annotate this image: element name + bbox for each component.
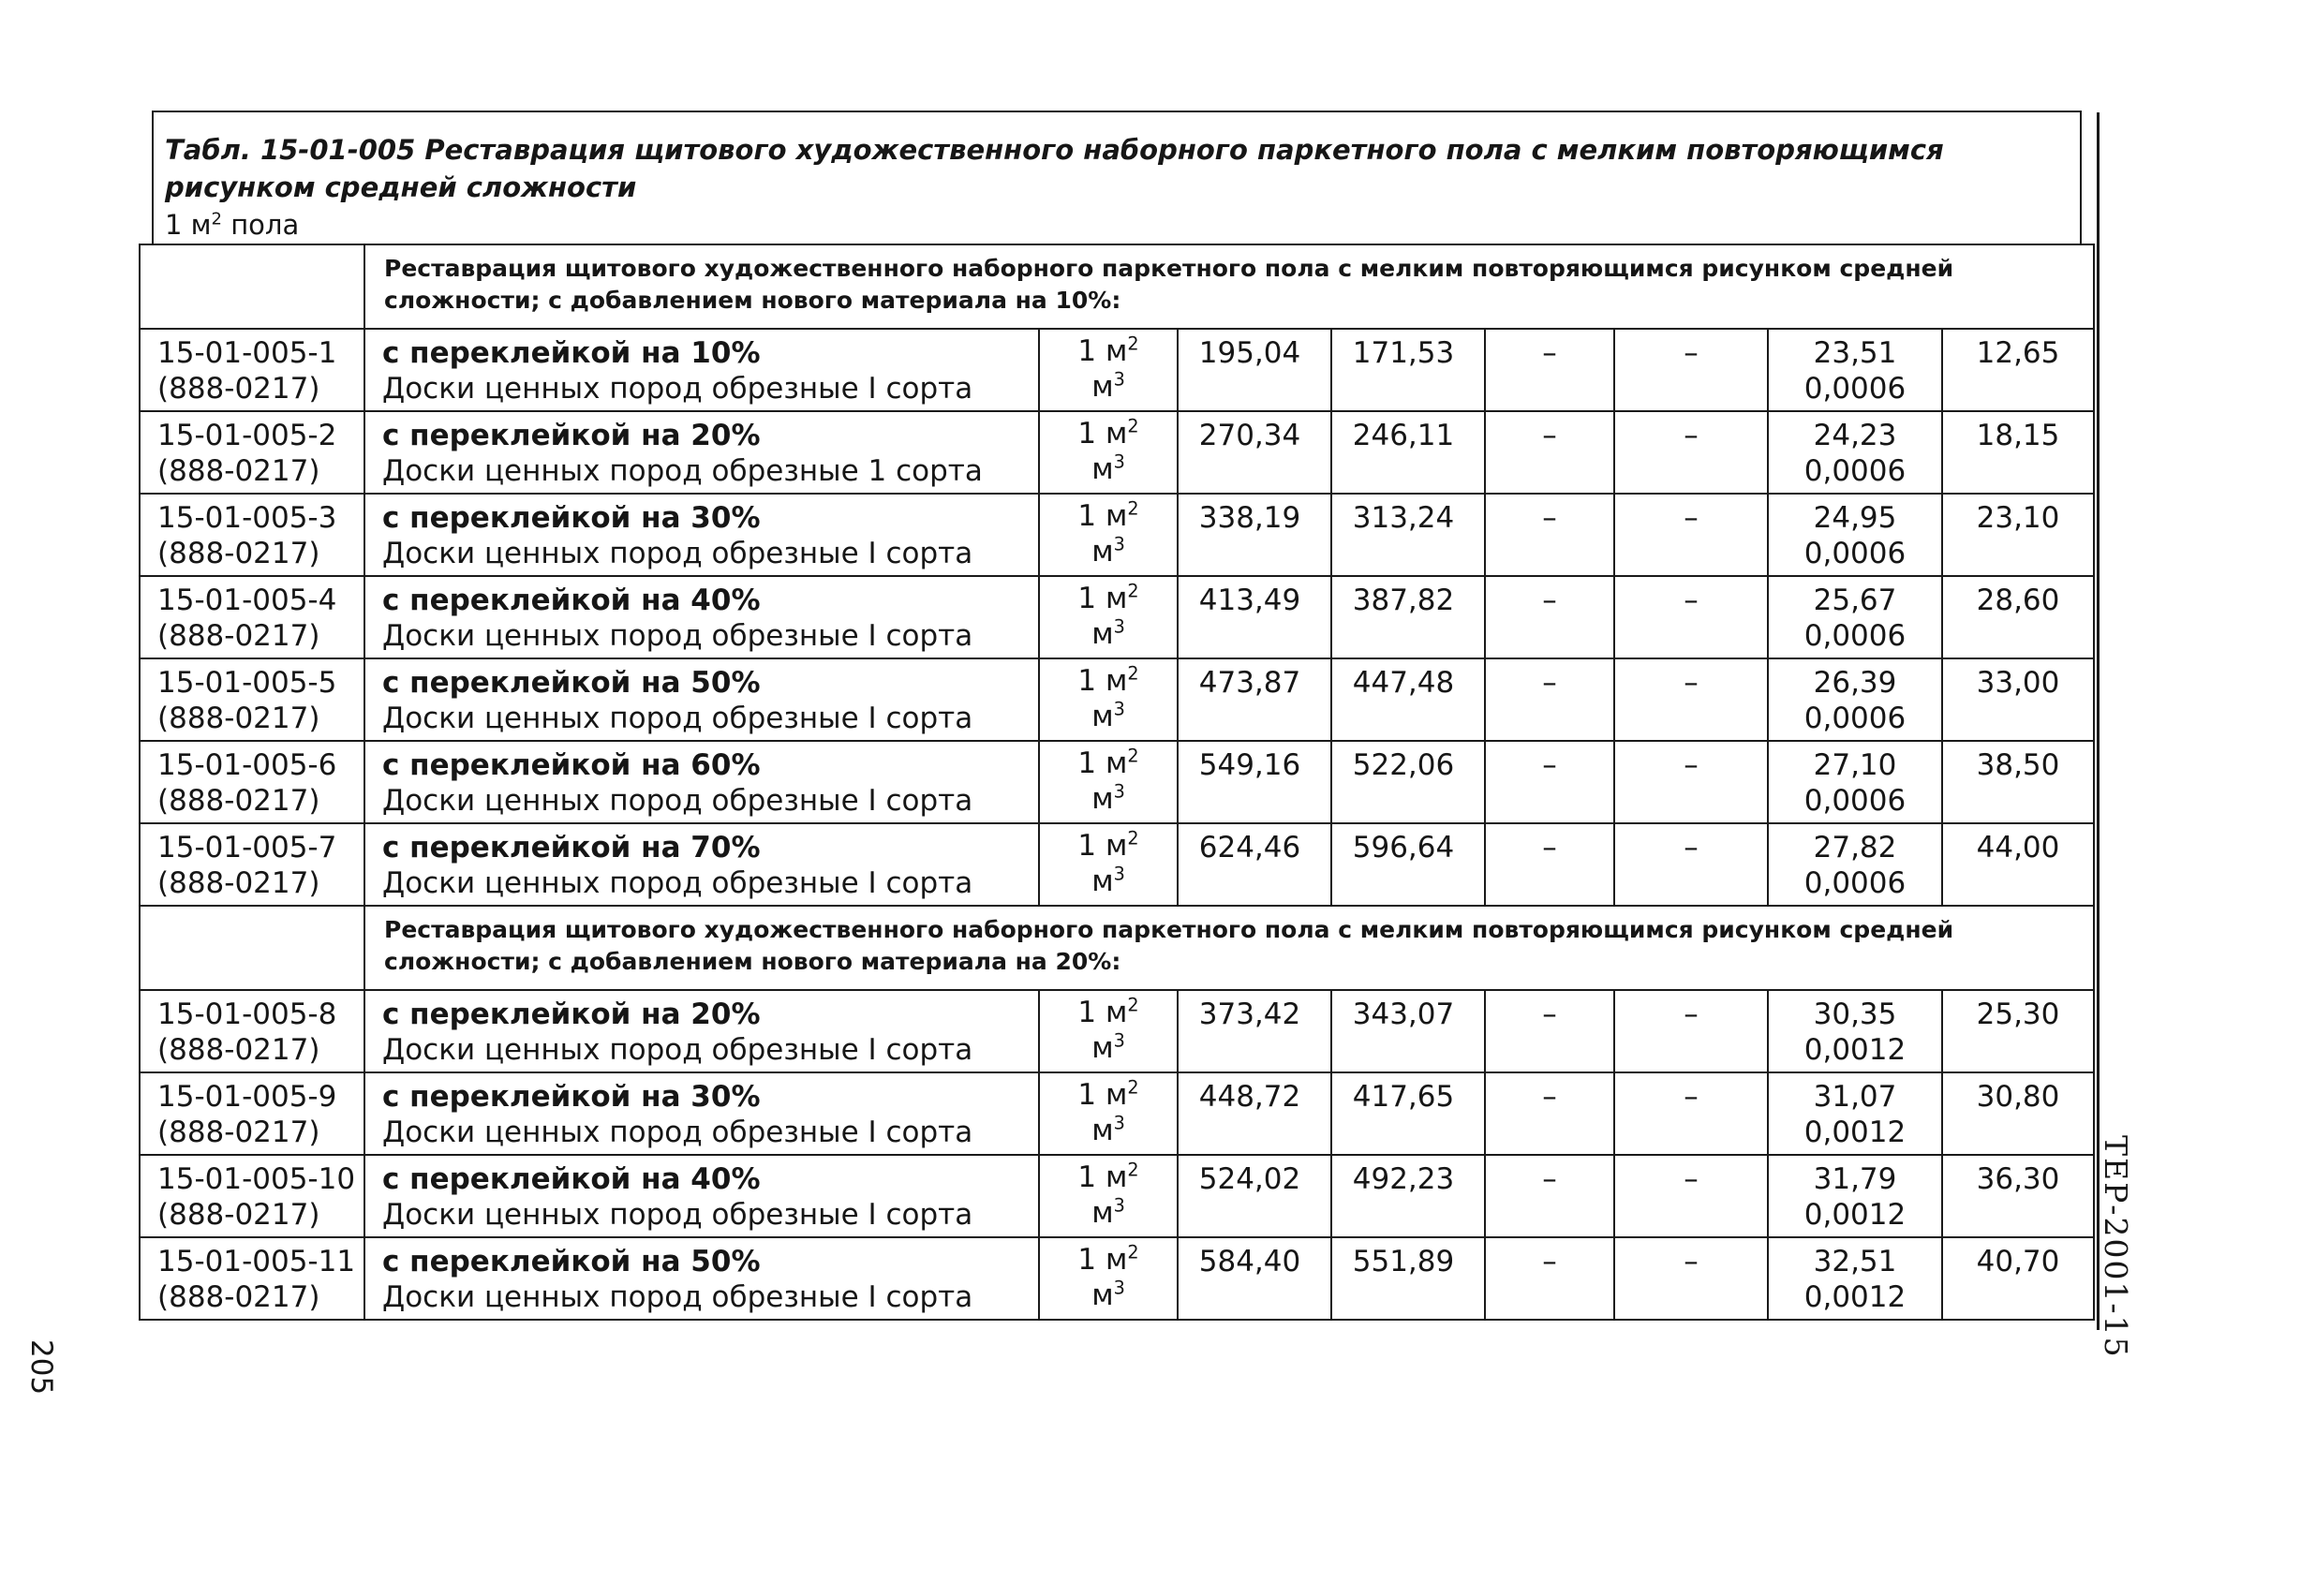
material-name: Доски ценных пород обрезные I сорта: [382, 537, 973, 570]
machine-cost: –: [1542, 748, 1557, 782]
wage-cell: [1331, 658, 1485, 741]
unit-main: 1 $м^2$: [1077, 745, 1139, 780]
material-cost-cell: [1768, 1237, 1942, 1320]
operator-wage: –: [1684, 831, 1699, 864]
material-quantity: 0,0006: [1803, 702, 1907, 735]
labor-cost: 30,80: [1976, 1080, 2060, 1114]
unit-material: $м^3$: [1091, 615, 1125, 651]
material-cost: 23,51: [1813, 336, 1897, 370]
labor-cost-cell: [1942, 1155, 2094, 1237]
material-name: Доски ценных пород обрезные 1 сорта: [382, 454, 983, 488]
section-title: Реставрация щитового художественного наборного паркетного пола с мелким повторяющимся рисунком средней сложности; с добавлением нового материала на 20%:: [384, 916, 1954, 975]
unit-material: $м^3$: [1091, 1029, 1125, 1065]
unit-main: 1 $м^2$: [1077, 994, 1139, 1029]
rate-code: 15-01-005-11: [157, 1245, 356, 1278]
rate-code: 15-01-005-1: [157, 336, 337, 370]
rate-code: 15-01-005-3: [157, 501, 337, 535]
unit-material: $м^3$: [1091, 368, 1125, 404]
labor-cost: 40,70: [1976, 1245, 2060, 1278]
code-cell: [140, 658, 364, 741]
table-row: [140, 576, 2094, 658]
material-quantity: 0,0006: [1803, 537, 1907, 570]
material-quantity: 0,0006: [1803, 866, 1907, 900]
name-cell: [364, 658, 1039, 741]
wage-cell: [1331, 1155, 1485, 1237]
unit-cell: [1039, 411, 1178, 494]
total-cost-cell: [1178, 1072, 1331, 1155]
operator-wage-cell: [1614, 658, 1768, 741]
total-cost-cell: [1178, 741, 1331, 823]
resource-code: (888-0217): [157, 1280, 320, 1314]
material-cost-cell: [1768, 329, 1942, 411]
unit-cell: [1039, 494, 1178, 576]
resource-code: (888-0217): [157, 619, 320, 653]
work-name: с переклейкой на 20%: [382, 419, 761, 452]
total-cost: 584,40: [1198, 1245, 1301, 1278]
code-cell: [140, 1237, 364, 1320]
material-cost: 32,51: [1813, 1245, 1897, 1278]
machine-cost: –: [1542, 998, 1557, 1031]
material-cost: 24,23: [1813, 419, 1897, 452]
unit-cell: [1039, 1237, 1178, 1320]
name-cell: [364, 494, 1039, 576]
unit-main: 1 $м^2$: [1077, 497, 1139, 533]
unit-cell: [1039, 1072, 1178, 1155]
wage-cost: 417,65: [1352, 1080, 1455, 1114]
labor-cost: 12,65: [1976, 336, 2060, 370]
total-cost-cell: [1178, 494, 1331, 576]
section-title: Реставрация щитового художественного наборного паркетного пола с мелким повторяющимся рисунком средней сложности; с добавлением нового материала на 10%:: [384, 255, 1954, 314]
labor-cost: 23,10: [1976, 501, 2060, 535]
unit-main: 1 $м^2$: [1077, 332, 1139, 368]
resource-code: (888-0217): [157, 454, 320, 488]
material-cost-cell: [1768, 990, 1942, 1072]
table-row: [140, 741, 2094, 823]
unit-main: 1 $м^2$: [1077, 415, 1139, 451]
work-name: с переклейкой на 60%: [382, 748, 761, 782]
machine-cost-cell: [1485, 1155, 1614, 1237]
resource-code: (888-0217): [157, 702, 320, 735]
table-row: [140, 658, 2094, 741]
wage-cell: [1331, 329, 1485, 411]
resource-code: (888-0217): [157, 537, 320, 570]
page-number: 205: [24, 1339, 58, 1396]
operator-wage: –: [1684, 501, 1699, 535]
resource-code: (888-0217): [157, 1116, 320, 1149]
code-cell: [140, 1155, 364, 1237]
section-code-cell: [140, 906, 364, 990]
wage-cell: [1331, 1237, 1485, 1320]
labor-cost-cell: [1942, 823, 2094, 906]
unit-cell: [1039, 658, 1178, 741]
unit-cell: [1039, 576, 1178, 658]
wage-cost: 596,64: [1352, 831, 1455, 864]
wage-cost: 492,23: [1352, 1162, 1455, 1196]
material-name: Доски ценных пород обрезные I сорта: [382, 784, 973, 818]
unit-material: $м^3$: [1091, 863, 1125, 898]
material-quantity: 0,0012: [1803, 1198, 1907, 1232]
unit-material: $м^3$: [1091, 533, 1125, 569]
section-code-cell: [140, 244, 364, 329]
table-row: [140, 1155, 2094, 1237]
unit-cell: [1039, 823, 1178, 906]
total-cost: 473,87: [1198, 666, 1301, 700]
caption-frame-left: [152, 111, 154, 244]
resource-code: (888-0217): [157, 1198, 320, 1232]
resource-code: (888-0217): [157, 866, 320, 900]
name-cell: [364, 1237, 1039, 1320]
total-cost-cell: [1178, 1237, 1331, 1320]
total-cost: 373,42: [1198, 998, 1301, 1031]
operator-wage: –: [1684, 666, 1699, 700]
work-name: с переклейкой на 70%: [382, 831, 761, 864]
labor-cost-cell: [1942, 576, 2094, 658]
table-unit: 1 $м^2$ пола: [165, 209, 300, 241]
total-cost: 549,16: [1198, 748, 1301, 782]
material-cost: 31,07: [1813, 1080, 1897, 1114]
rate-code: 15-01-005-8: [157, 998, 337, 1031]
table-caption: [165, 131, 2067, 244]
labor-cost: 25,30: [1976, 998, 2060, 1031]
machine-cost: –: [1542, 1080, 1557, 1114]
material-name: Доски ценных пород обрезные I сорта: [382, 702, 973, 735]
total-cost-cell: [1178, 990, 1331, 1072]
unit-material: $м^3$: [1091, 698, 1125, 733]
wage-cost: 343,07: [1352, 998, 1455, 1031]
material-quantity: 0,0006: [1803, 784, 1907, 818]
rate-code: 15-01-005-7: [157, 831, 337, 864]
unit-main: 1 $м^2$: [1077, 580, 1139, 615]
machine-cost: –: [1542, 1162, 1557, 1196]
code-cell: [140, 329, 364, 411]
operator-wage-cell: [1614, 329, 1768, 411]
material-cost: 27,10: [1813, 748, 1897, 782]
rate-code: 15-01-005-2: [157, 419, 337, 452]
table-row: [140, 823, 2094, 906]
document-code: ТЕР-2001-15: [2098, 1135, 2134, 1359]
total-cost-cell: [1178, 576, 1331, 658]
table-row: [140, 494, 2094, 576]
material-quantity: 0,0012: [1803, 1033, 1907, 1067]
total-cost: 195,04: [1198, 336, 1301, 370]
work-name: с переклейкой на 40%: [382, 584, 761, 617]
work-name: с переклейкой на 10%: [382, 336, 761, 370]
wage-cell: [1331, 741, 1485, 823]
total-cost: 338,19: [1198, 501, 1301, 535]
wage-cell: [1331, 823, 1485, 906]
machine-cost-cell: [1485, 494, 1614, 576]
unit-cell: [1039, 741, 1178, 823]
operator-wage-cell: [1614, 1155, 1768, 1237]
code-cell: [140, 823, 364, 906]
material-cost: 30,35: [1813, 998, 1897, 1031]
operator-wage-cell: [1614, 576, 1768, 658]
rate-code: 15-01-005-5: [157, 666, 337, 700]
resource-code: (888-0217): [157, 372, 320, 406]
name-cell: [364, 741, 1039, 823]
machine-cost: –: [1542, 666, 1557, 700]
code-cell: [140, 990, 364, 1072]
machine-cost: –: [1542, 831, 1557, 864]
material-name: Доски ценных пород обрезные I сорта: [382, 1280, 973, 1314]
labor-cost: 44,00: [1976, 831, 2060, 864]
machine-cost: –: [1542, 501, 1557, 535]
labor-cost-cell: [1942, 1237, 2094, 1320]
material-quantity: 0,0006: [1803, 372, 1907, 406]
wage-cost: 447,48: [1352, 666, 1455, 700]
machine-cost: –: [1542, 419, 1557, 452]
unit-material: $м^3$: [1091, 451, 1125, 486]
material-cost-cell: [1768, 658, 1942, 741]
table-row: [140, 411, 2094, 494]
operator-wage: –: [1684, 998, 1699, 1031]
operator-wage: –: [1684, 1245, 1699, 1278]
material-cost-cell: [1768, 411, 1942, 494]
unit-main: 1 $м^2$: [1077, 827, 1139, 863]
machine-cost: –: [1542, 336, 1557, 370]
operator-wage-cell: [1614, 411, 1768, 494]
labor-cost: 36,30: [1976, 1162, 2060, 1196]
code-cell: [140, 576, 364, 658]
rate-code: 15-01-005-10: [157, 1162, 356, 1196]
labor-cost-cell: [1942, 411, 2094, 494]
material-quantity: 0,0012: [1803, 1116, 1907, 1149]
wage-cost: 522,06: [1352, 748, 1455, 782]
labor-cost-cell: [1942, 658, 2094, 741]
labor-cost-cell: [1942, 990, 2094, 1072]
section-title-cell: [364, 244, 2094, 329]
machine-cost-cell: [1485, 658, 1614, 741]
work-name: с переклейкой на 20%: [382, 998, 761, 1031]
table-row: [140, 1237, 2094, 1320]
table-row: [140, 990, 2094, 1072]
work-name: с переклейкой на 30%: [382, 1080, 761, 1114]
unit-material: $м^3$: [1091, 780, 1125, 816]
rate-code: 15-01-005-9: [157, 1080, 337, 1114]
total-cost-cell: [1178, 823, 1331, 906]
material-name: Доски ценных пород обрезные I сорта: [382, 1198, 973, 1232]
rates-table: [139, 244, 2095, 1321]
material-name: Доски ценных пород обрезные I сорта: [382, 1033, 973, 1067]
section-header-row: [140, 906, 2094, 990]
material-cost: 26,39: [1813, 666, 1897, 700]
material-quantity: 0,0012: [1803, 1280, 1907, 1314]
labor-cost-cell: [1942, 1072, 2094, 1155]
total-cost: 624,46: [1198, 831, 1301, 864]
wage-cost: 313,24: [1352, 501, 1455, 535]
total-cost: 448,72: [1198, 1080, 1301, 1114]
material-name: Доски ценных пород обрезные I сорта: [382, 619, 973, 653]
machine-cost-cell: [1485, 329, 1614, 411]
labor-cost-cell: [1942, 329, 2094, 411]
labor-cost: 18,15: [1976, 419, 2060, 452]
material-name: Доски ценных пород обрезные I сорта: [382, 1116, 973, 1149]
name-cell: [364, 990, 1039, 1072]
unit-main: 1 $м^2$: [1077, 1159, 1139, 1194]
labor-cost: 33,00: [1976, 666, 2060, 700]
operator-wage: –: [1684, 419, 1699, 452]
operator-wage-cell: [1614, 494, 1768, 576]
wage-cost: 246,11: [1352, 419, 1455, 452]
operator-wage: –: [1684, 1162, 1699, 1196]
total-cost-cell: [1178, 411, 1331, 494]
machine-cost-cell: [1485, 1237, 1614, 1320]
unit-main: 1 $м^2$: [1077, 1241, 1139, 1277]
machine-cost-cell: [1485, 741, 1614, 823]
work-name: с переклейкой на 40%: [382, 1162, 761, 1196]
operator-wage: –: [1684, 748, 1699, 782]
unit-main: 1 $м^2$: [1077, 1076, 1139, 1112]
wage-cost: 171,53: [1352, 336, 1455, 370]
machine-cost-cell: [1485, 411, 1614, 494]
labor-cost-cell: [1942, 741, 2094, 823]
unit-main: 1 $м^2$: [1077, 662, 1139, 698]
wage-cell: [1331, 411, 1485, 494]
name-cell: [364, 1072, 1039, 1155]
labor-cost-cell: [1942, 494, 2094, 576]
name-cell: [364, 823, 1039, 906]
name-cell: [364, 576, 1039, 658]
operator-wage: –: [1684, 1080, 1699, 1114]
material-cost-cell: [1768, 1072, 1942, 1155]
unit-material: $м^3$: [1091, 1277, 1125, 1312]
name-cell: [364, 411, 1039, 494]
material-name: Доски ценных пород обрезные I сорта: [382, 866, 973, 900]
wage-cell: [1331, 990, 1485, 1072]
operator-wage-cell: [1614, 1237, 1768, 1320]
unit-cell: [1039, 329, 1178, 411]
caption-frame-right: [2080, 111, 2082, 244]
material-cost-cell: [1768, 1155, 1942, 1237]
material-cost: 24,95: [1813, 501, 1897, 535]
material-name: Доски ценных пород обрезные I сорта: [382, 372, 973, 406]
rate-code: 15-01-005-6: [157, 748, 337, 782]
material-cost-cell: [1768, 576, 1942, 658]
wage-cost: 387,82: [1352, 584, 1455, 617]
operator-wage-cell: [1614, 1072, 1768, 1155]
name-cell: [364, 1155, 1039, 1237]
material-cost-cell: [1768, 741, 1942, 823]
table-row: [140, 1072, 2094, 1155]
total-cost: 524,02: [1198, 1162, 1301, 1196]
operator-wage-cell: [1614, 823, 1768, 906]
rate-code: 15-01-005-4: [157, 584, 337, 617]
resource-code: (888-0217): [157, 1033, 320, 1067]
wage-cell: [1331, 1072, 1485, 1155]
wage-cost: 551,89: [1352, 1245, 1455, 1278]
material-cost-cell: [1768, 494, 1942, 576]
material-quantity: 0,0006: [1803, 619, 1907, 653]
unit-cell: [1039, 990, 1178, 1072]
total-cost-cell: [1178, 1155, 1331, 1237]
caption-frame-top: [152, 111, 2082, 112]
labor-cost: 38,50: [1976, 748, 2060, 782]
resource-code: (888-0217): [157, 784, 320, 818]
material-quantity: 0,0006: [1803, 454, 1907, 488]
code-cell: [140, 494, 364, 576]
operator-wage: –: [1684, 336, 1699, 370]
total-cost: 270,34: [1198, 419, 1301, 452]
material-cost: 27,82: [1813, 831, 1897, 864]
wage-cell: [1331, 576, 1485, 658]
operator-wage: –: [1684, 584, 1699, 617]
wage-cell: [1331, 494, 1485, 576]
operator-wage-cell: [1614, 741, 1768, 823]
labor-cost: 28,60: [1976, 584, 2060, 617]
code-cell: [140, 1072, 364, 1155]
material-cost-cell: [1768, 823, 1942, 906]
section-header-row: [140, 244, 2094, 329]
material-cost: 25,67: [1813, 584, 1897, 617]
machine-cost: –: [1542, 1245, 1557, 1278]
code-cell: [140, 741, 364, 823]
table-row: [140, 329, 2094, 411]
machine-cost-cell: [1485, 576, 1614, 658]
operator-wage-cell: [1614, 990, 1768, 1072]
work-name: с переклейкой на 50%: [382, 666, 761, 700]
total-cost-cell: [1178, 329, 1331, 411]
machine-cost-cell: [1485, 823, 1614, 906]
section-title-cell: [364, 906, 2094, 990]
work-name: с переклейкой на 30%: [382, 501, 761, 535]
work-name: с переклейкой на 50%: [382, 1245, 761, 1278]
machine-cost-cell: [1485, 1072, 1614, 1155]
unit-material: $м^3$: [1091, 1194, 1125, 1230]
machine-cost: –: [1542, 584, 1557, 617]
total-cost: 413,49: [1198, 584, 1301, 617]
machine-cost-cell: [1485, 990, 1614, 1072]
name-cell: [364, 329, 1039, 411]
table-title: Табл. 15-01-005 Реставрация щитового художественного наборного паркетного пола с мелким повторяющимся рисунком средней сложности: [165, 134, 1944, 203]
unit-material: $м^3$: [1091, 1112, 1125, 1147]
material-cost: 31,79: [1813, 1162, 1897, 1196]
unit-cell: [1039, 1155, 1178, 1237]
code-cell: [140, 411, 364, 494]
total-cost-cell: [1178, 658, 1331, 741]
